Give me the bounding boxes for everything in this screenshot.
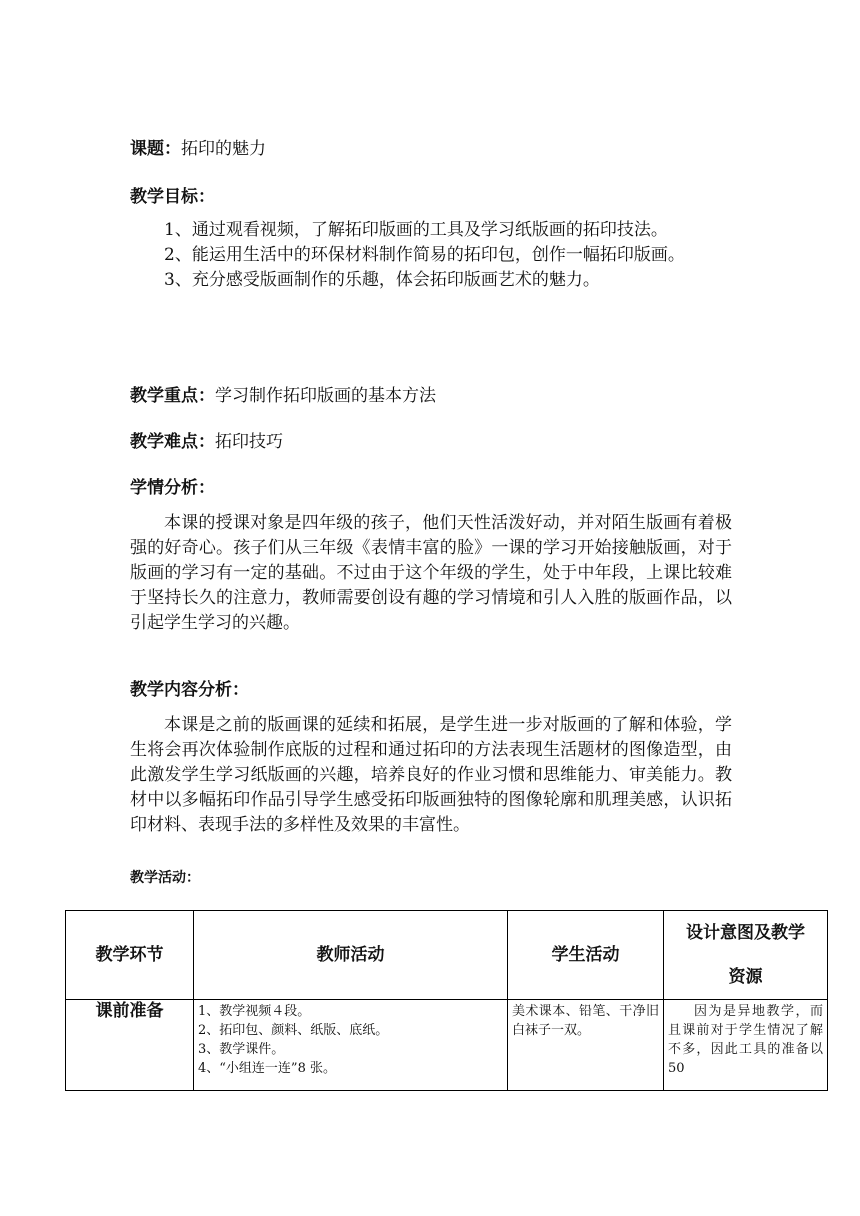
objectives-list [130, 218, 732, 293]
analysis-text: 本课的授课对象是四年级的孩子，他们天性活泼好动，并对陌生版画有着极强的好奇心。孩子们从三年级《表情丰富的脸》一课的学习开始接触版画，对于版画的学习有一定的基础。不过由于这个年级的学生，处于中年段，上课比较难于坚持长久的注意力，教师需要创设有趣的学习情境和引人入胜的版画作品，以引起学生学习的兴趣。 [130, 513, 732, 633]
lesson-title [130, 137, 732, 162]
lesson-title-label: 课题： [130, 139, 181, 159]
student-text: 美术课本、铅笔、干净旧白袜子一双。 [512, 1004, 659, 1038]
activities-table [65, 910, 828, 1091]
table-header-row [66, 911, 828, 1000]
objective-item-2: 2、能运用生活中的环保材料制作简易的拓印包，创作一幅拓印版画。 [164, 245, 685, 265]
activities-heading: 教学活动： [130, 870, 200, 886]
table-row [66, 1000, 828, 1091]
key-point-value: 学习制作拓印版画的基本方法 [215, 386, 436, 406]
objectives-heading: 教学目标： [130, 187, 215, 207]
key-point-label: 教学重点： [130, 386, 215, 406]
header-design-line-1: 设计意图及教学 [686, 923, 805, 943]
header-design [664, 911, 828, 1000]
row-student [508, 1000, 664, 1091]
objective-item-3: 3、充分感受版画制作的乐趣，体会拓印版画艺术的魅力。 [164, 270, 600, 290]
objective-item-1: 1、通过观看视频，了解拓印版画的工具及学习纸版画的拓印技法。 [164, 220, 668, 240]
header-student: 学生活动 [508, 911, 664, 1000]
content-body [130, 713, 732, 838]
content-heading: 教学内容分析： [130, 680, 249, 700]
analysis-body [130, 511, 732, 636]
design-text: 因为是异地教学，而且课前对于学生情况了解不多，因此工具的准备以 50 [668, 1004, 823, 1076]
teacher-item-4: 4、“小组连一连”8 张。 [198, 1061, 336, 1076]
teacher-item-2: 2、拓印包、颜料、纸版、底纸。 [198, 1023, 389, 1038]
lesson-title-value: 拓印的魅力 [181, 139, 266, 159]
row-stage: 课前准备 [66, 1000, 194, 1091]
content-text: 本课是之前的版画课的延续和拓展，是学生进一步对版画的了解和体验，学生将会再次体验制作底版的过程和通过拓印的方法表现生活题材的图像造型，由此激发学生学习纸版画的兴趣，培养良好的作业习惯和思维能力、审美能力。教材中以多幅拓印作品引导学生感受拓印版画独特的图像轮廓和肌理美感，认识拓印材料、表现手法的多样性及效果的丰富性。 [130, 715, 732, 835]
difficulty [130, 430, 732, 455]
key-point [130, 384, 732, 409]
row-teacher [194, 1000, 508, 1091]
header-stage: 教学环节 [66, 911, 194, 1000]
teacher-item-3: 3、教学课件。 [198, 1042, 285, 1057]
analysis-heading: 学情分析： [130, 478, 215, 498]
difficulty-value: 拓印技巧 [215, 432, 283, 452]
difficulty-label: 教学难点： [130, 432, 215, 452]
teacher-item-1: 1、教学视频４段。 [198, 1004, 311, 1019]
header-design-line-2: 资源 [728, 967, 763, 987]
row-design [664, 1000, 828, 1091]
header-teacher: 教师活动 [194, 911, 508, 1000]
